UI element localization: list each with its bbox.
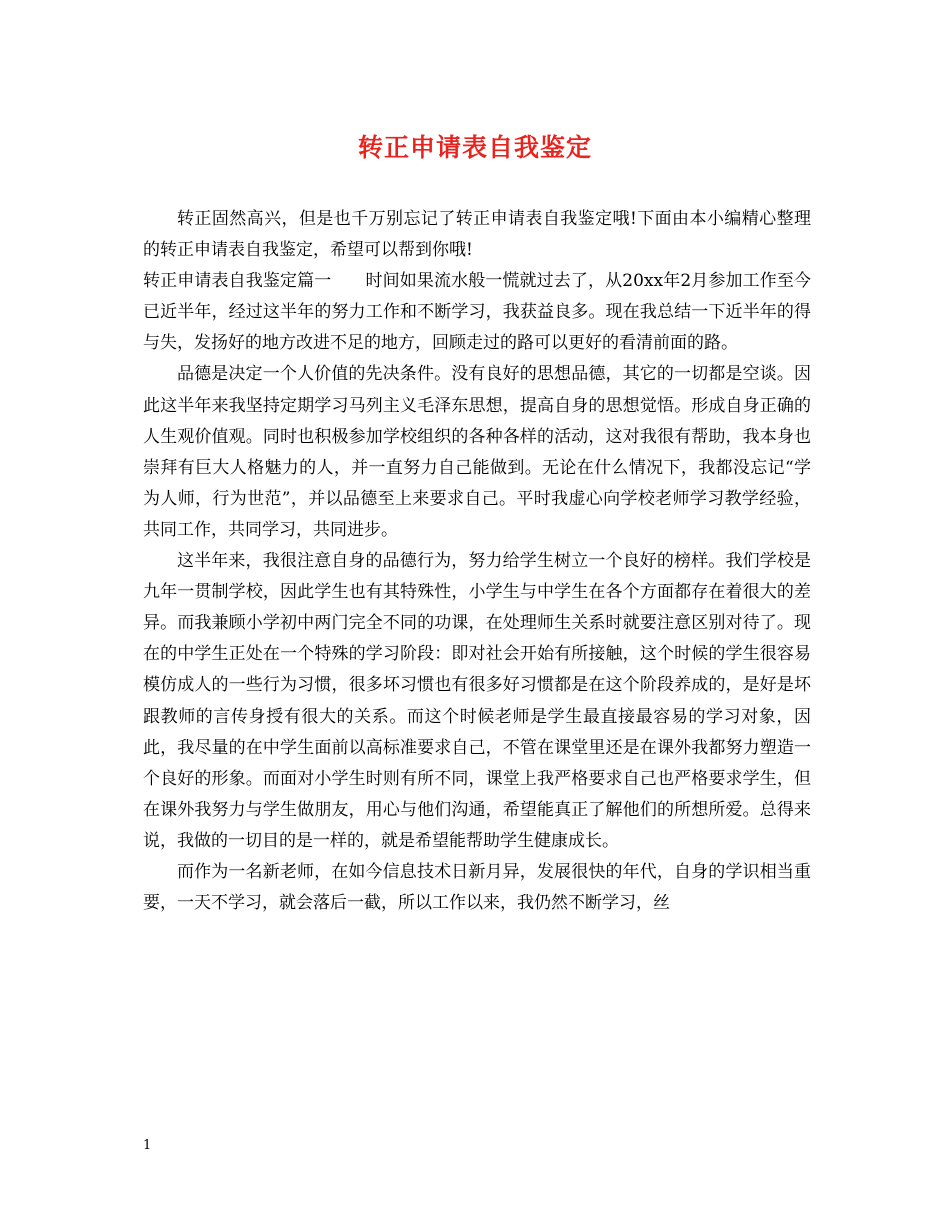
body-paragraph-character: 品德是决定一个人价值的先决条件。没有良好的思想品德，其它的一切都是空谈。因此这半年来我坚持定期学习马列主义毛泽东思想，提高自身的思想觉悟。形成自身正确的人生观价值观。同时也积极参加学校组织的各种各样的活动，这对我很有帮助，我本身也崇拜有巨大人格魅力的人，并一直努力自己能做到。无论在什么情况下，我都没忘记“学为人师，行为世范”，并以品德至上来要求自己。平时我虚心向学校老师学习教学经验，共同工作，共同学习，共同进步。 <box>143 364 811 540</box>
body-paragraph-learning: 而作为一名新老师，在如今信息技术日新月异，发展很快的年代，自身的学识相当重要，一天不学习，就会落后一截，所以工作以来，我仍然不断学习，丝 <box>143 861 811 914</box>
intro-paragraph: 转正固然高兴，但是也千万别忘记了转正申请表自我鉴定哦!下面由本小编精心整理的转正申请表自我鉴定，希望可以帮到你哦! <box>143 209 811 261</box>
section-first-text: 时间如果流水般一慌就过去了，从20xx年2月参加工作至今已近半年，经过这半年的努力工作和不断学习，我获益良多。现在我总结一下近半年的得与失，发扬好的地方改进不足的地方，回顾走过的路可以更好的看清前面的路。 <box>143 271 812 354</box>
section-heading: 转正申请表自我鉴定篇一 <box>143 271 332 292</box>
body-paragraph-behavior: 这半年来，我很注意自身的品德行为，努力给学生树立一个良好的榜样。我们学校是九年一贯制学校，因此学生也有其特殊性，小学生与中学生在各个方面都存在着很大的差异。而我兼顾小学初中两门完全不同的功课，在处理师生关系时就要注意区别对待了。现在的中学生正处在一个特殊的学习阶段：即对社会开始有所接触，这个时候的学生很容易模仿成人的一些行为习惯，很多坏习惯也有很多好习惯都是在这个阶段养成的，是好是坏跟教师的言传身授有很大的关系。而这个时候老师是学生最直接最容易的学习对象，因此，我尽量的在中学生面前以高标准要求自己，不管在课堂里还是在课外我都努力塑造一个良好的形象。而面对小学生时则有所不同，课堂上我严格要求自己也严格要求学生，但在课外我努力与学生做朋友，用心与他们沟通，希望能真正了解他们的所想所爱。总得来说，我做的一切目的是一样的，就是希望能帮助学生健康成长。 <box>143 551 811 851</box>
section-first-paragraph <box>143 266 811 359</box>
document-body <box>143 204 811 919</box>
page-number: 1 <box>143 1138 152 1153</box>
document-title: 转正申请表自我鉴定 <box>357 133 592 162</box>
